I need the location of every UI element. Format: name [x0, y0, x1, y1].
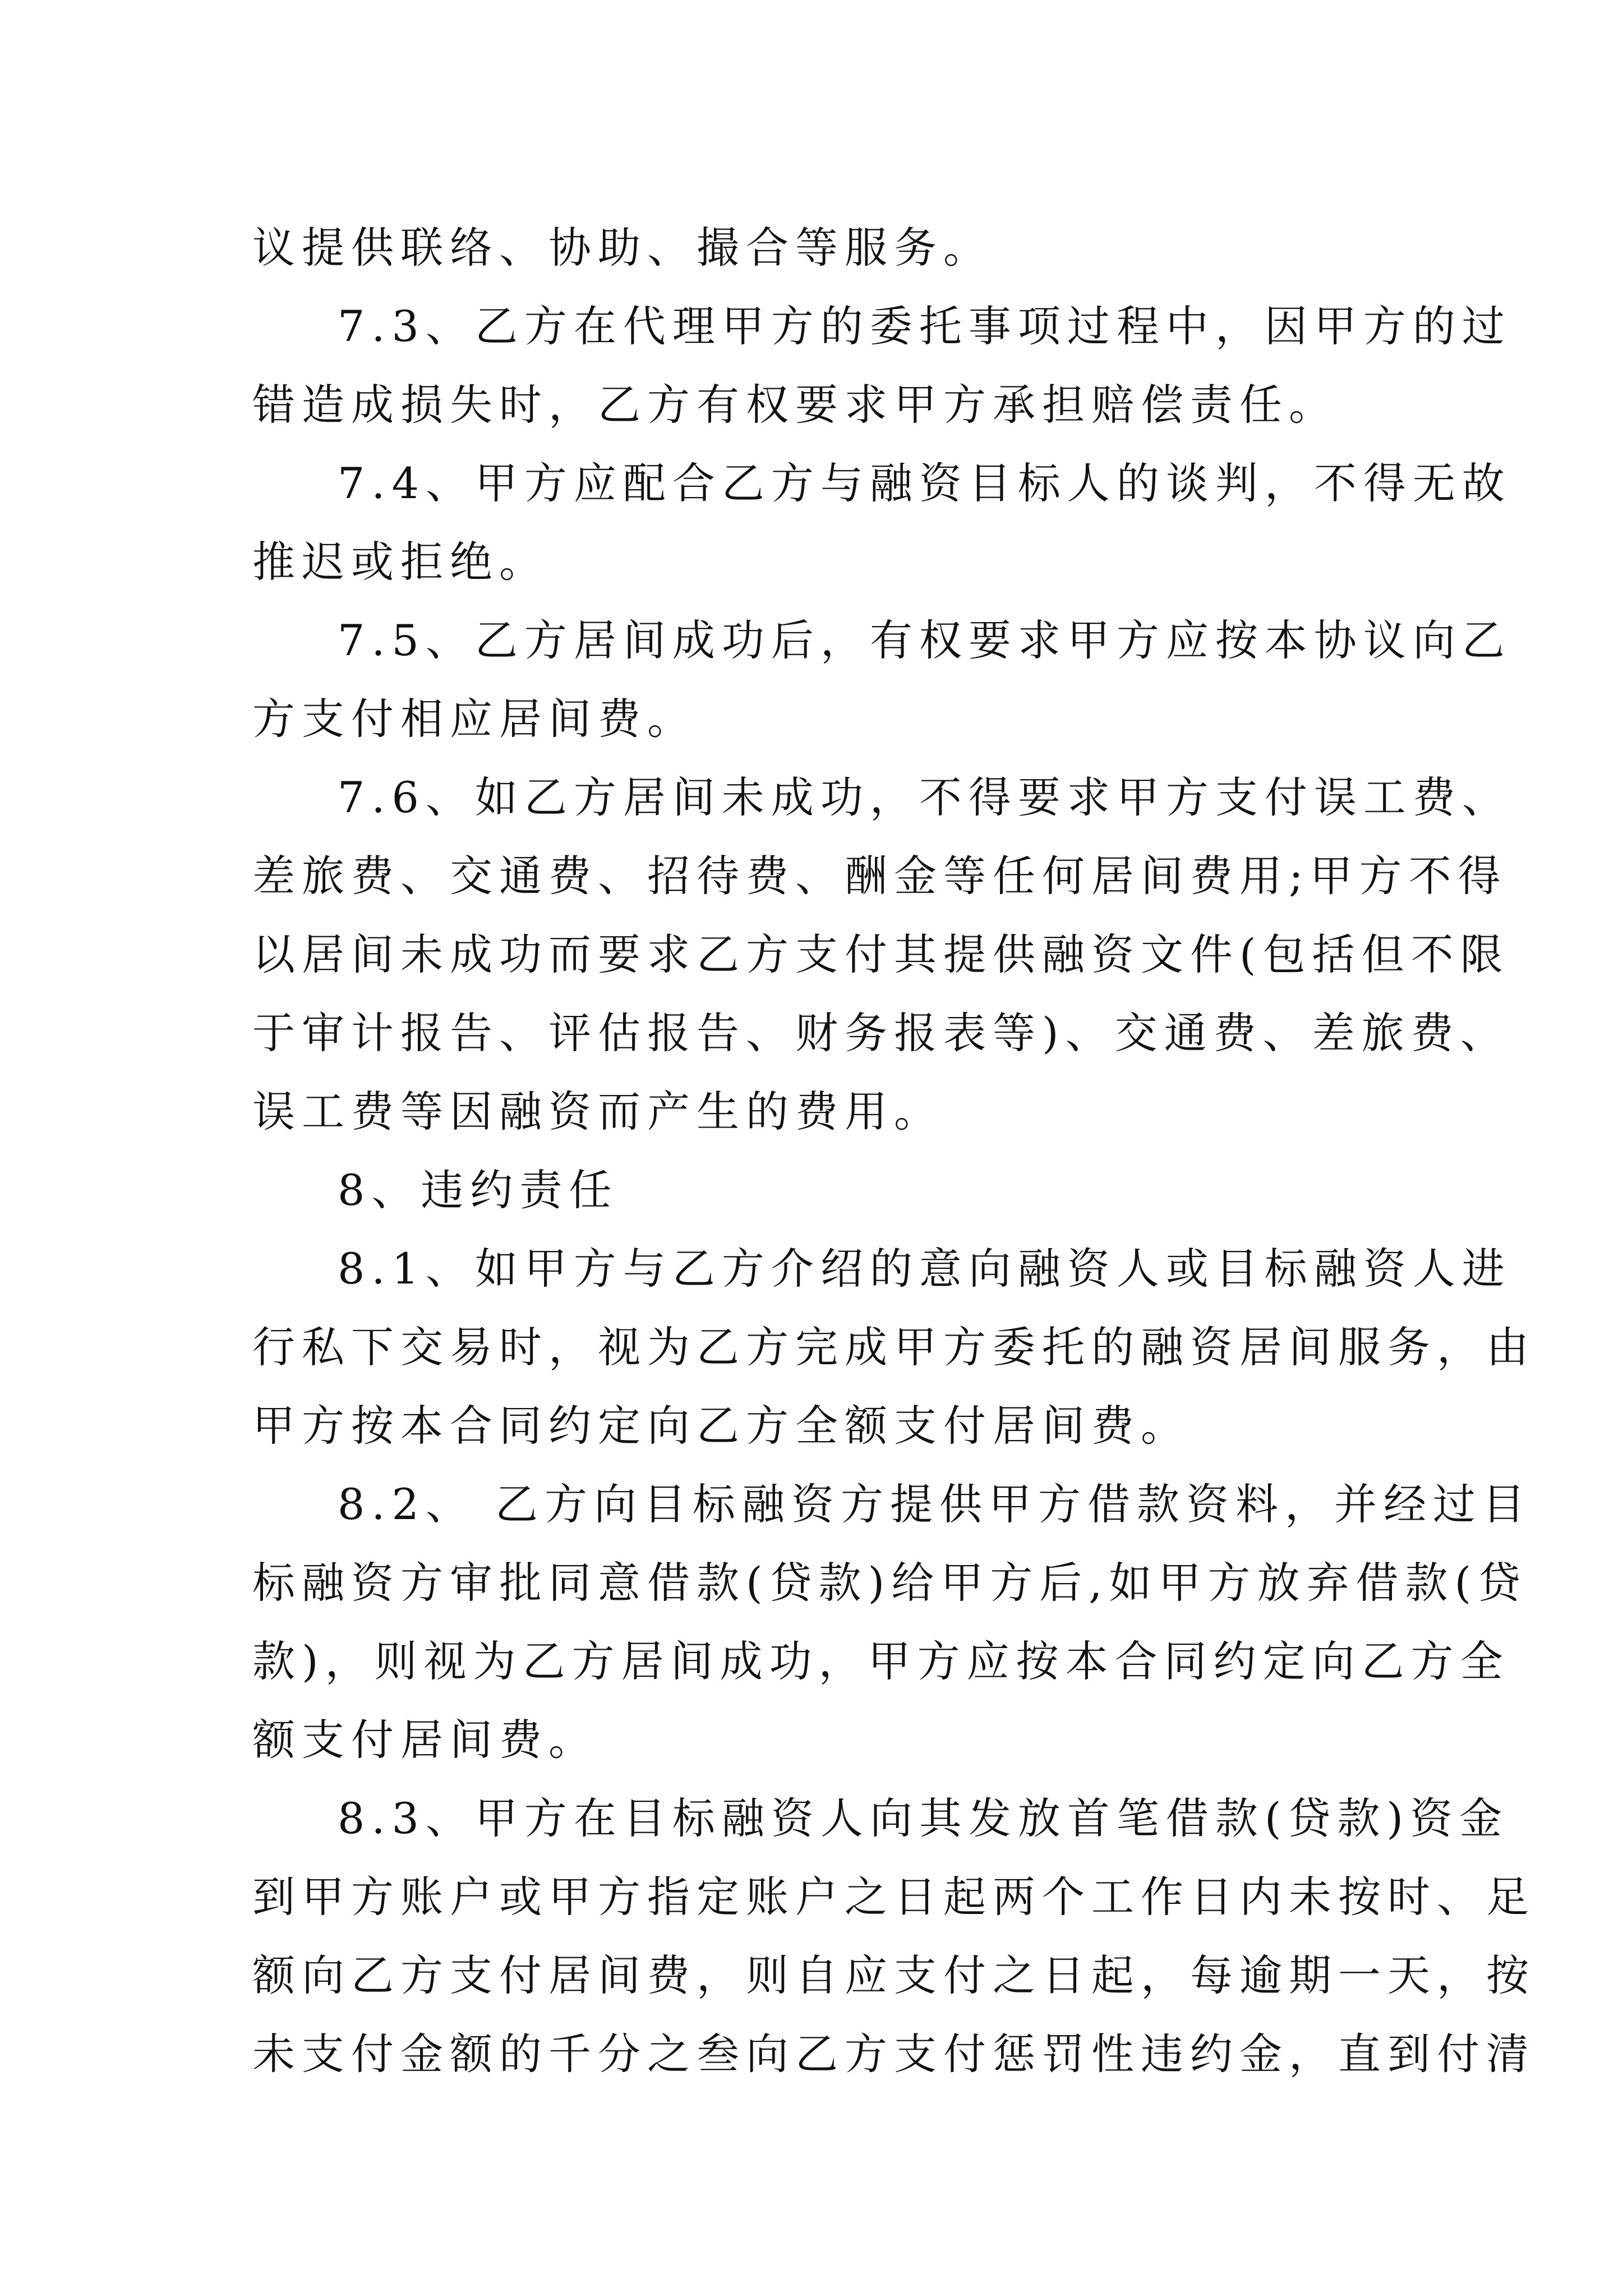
clause-7-6-line-2: 差旅费、交通费、招待费、酬金等任何居间费用;甲方不得 [252, 851, 1507, 901]
clause-8-2-line-2: 标融资方审批同意借款(贷款)给甲方后,如甲方放弃借款(贷 [252, 1558, 1528, 1608]
clause-8-1-line-1: 8.1、如甲方与乙方介绍的意向融资人或目标融资人进 [338, 1244, 1511, 1294]
text-line-1: 议提供联络、协助、撮合等服务。 [252, 223, 993, 273]
clause-8-2-line-1: 8.2、 乙方向目标融资方提供甲方借款资料，并经过目 [338, 1479, 1532, 1529]
clause-8-2-line-4: 额支付居间费。 [252, 1715, 598, 1765]
clause-7-5-line-2: 方支付相应居间费。 [252, 694, 697, 744]
clause-8-3-line-2: 到甲方账户或甲方指定账户之日起两个工作日内未按时、足 [252, 1872, 1536, 1922]
clause-8-1-line-2: 行私下交易时，视为乙方完成甲方委托的融资居间服务，由 [252, 1322, 1536, 1372]
clause-7-3-line-2: 错造成损失时，乙方有权要求甲方承担赔偿责任。 [252, 380, 1338, 430]
clause-7-6-line-4: 于审计报告、评估报告、财务报表等)、交通费、差旅费、 [252, 1008, 1510, 1058]
clause-8-3-line-1: 8.3、甲方在目标融资人向其发放首笔借款(贷款)资金 [338, 1793, 1509, 1843]
clause-7-3-line-1: 7.3、乙方在代理甲方的委托事项过程中，因甲方的过 [338, 301, 1511, 351]
clause-7-4-line-1: 7.4、甲方应配合乙方与融资目标人的谈判，不得无故 [338, 458, 1511, 508]
section-8-heading: 8、违约责任 [338, 1165, 619, 1215]
clause-8-1-line-3: 甲方按本合同约定向乙方全额支付居间费。 [252, 1401, 1190, 1451]
clause-7-4-line-2: 推迟或拒绝。 [252, 537, 548, 587]
clause-7-6-line-1: 7.6、如乙方居间未成功，不得要求甲方支付误工费、 [338, 772, 1511, 822]
clause-8-3-line-3: 额向乙方支付居间费，则自应支付之日起，每逾期一天，按 [252, 1950, 1536, 2000]
clause-7-5-line-1: 7.5、乙方居间成功后，有权要求甲方应按本协议向乙 [338, 615, 1511, 665]
clause-7-6-line-5: 误工费等因融资而产生的费用。 [252, 1087, 943, 1137]
document-body [252, 209, 1536, 2093]
clause-7-6-line-3: 以居间未成功而要求乙方支付其提供融资文件(包括但不限 [252, 930, 1510, 979]
clause-8-3-line-4: 未支付金额的千分之叁向乙方支付惩罚性违约金，直到付清 [252, 2029, 1536, 2079]
clause-8-2-line-3: 款)，则视为乙方居间成功，甲方应按本合同约定向乙方全 [252, 1636, 1510, 1686]
